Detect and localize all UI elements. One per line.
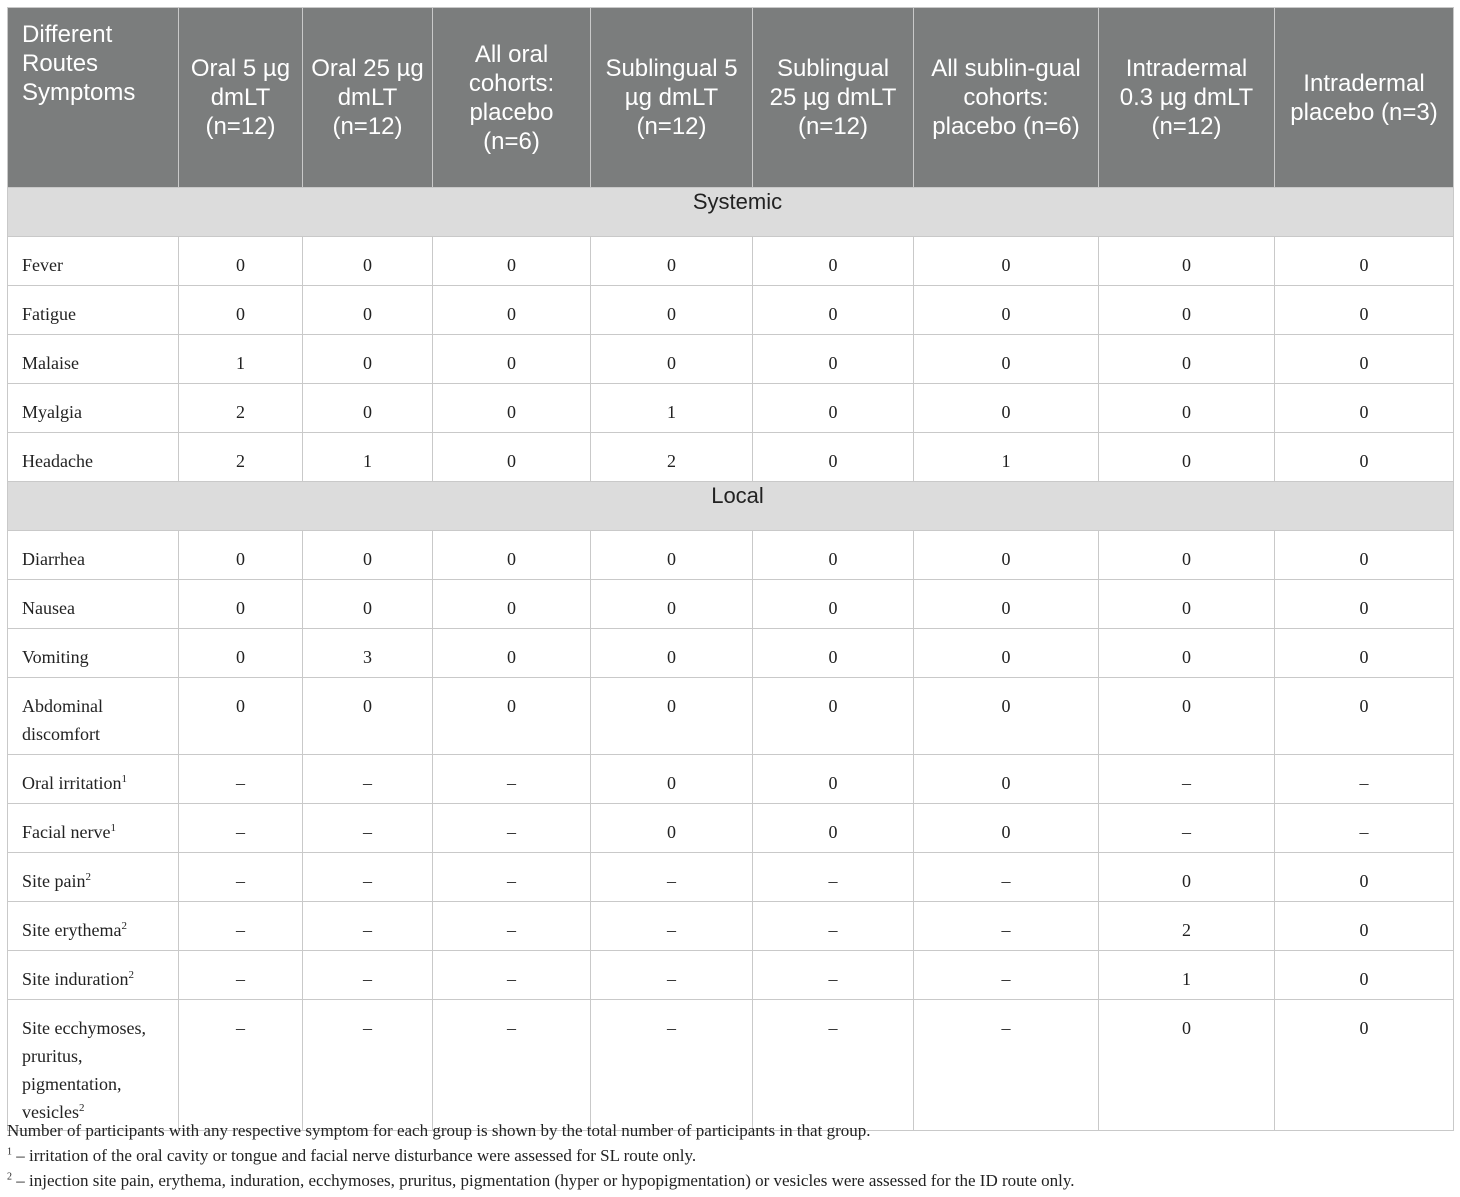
value-cell: – — [303, 755, 433, 804]
value-cell: – — [914, 951, 1099, 1000]
symptom-label-text: Diarrhea — [22, 549, 85, 569]
value-cell: 0 — [303, 580, 433, 629]
value-cell: – — [753, 902, 914, 951]
value-cell: – — [753, 1000, 914, 1131]
value-cell: 0 — [591, 335, 753, 384]
section-row-local — [8, 482, 1454, 531]
value-cell: 0 — [591, 755, 753, 804]
value-cell: – — [753, 951, 914, 1000]
value-cell: 0 — [753, 237, 914, 286]
value-cell: 0 — [914, 384, 1099, 433]
value-cell: 0 — [591, 286, 753, 335]
value-cell: 0 — [303, 335, 433, 384]
value-cell: 0 — [433, 237, 591, 286]
value-cell: 0 — [433, 580, 591, 629]
value-cell: 1 — [179, 335, 303, 384]
value-cell: 0 — [591, 678, 753, 755]
table-row — [8, 1000, 1454, 1131]
value-cell: – — [1099, 755, 1275, 804]
value-cell: – — [1275, 804, 1454, 853]
value-cell: – — [591, 853, 753, 902]
table-row — [8, 902, 1454, 951]
value-cell: – — [914, 1000, 1099, 1131]
value-cell: 0 — [914, 629, 1099, 678]
value-cell: 0 — [914, 580, 1099, 629]
footnotes — [7, 1118, 1453, 1193]
value-cell: 1 — [1099, 951, 1275, 1000]
value-cell: – — [303, 804, 433, 853]
value-cell: 0 — [753, 580, 914, 629]
table-row — [8, 804, 1454, 853]
value-cell: 0 — [914, 286, 1099, 335]
value-cell: – — [1099, 804, 1275, 853]
header-sublingual-25: Sublingual 25 µg dmLT (n=12) — [753, 8, 914, 188]
symptom-label-text: Headache — [22, 451, 93, 471]
footnote-1-text: – irritation of the oral cavity or tongue and facial nerve disturbance were assessed for SL route only. — [12, 1146, 697, 1165]
value-cell: 1 — [303, 433, 433, 482]
value-cell: 0 — [303, 286, 433, 335]
value-cell: 0 — [1275, 237, 1454, 286]
symptom-label — [8, 580, 179, 629]
value-cell: – — [433, 1000, 591, 1131]
value-cell: 0 — [1275, 629, 1454, 678]
value-cell: 0 — [179, 580, 303, 629]
value-cell: – — [433, 853, 591, 902]
value-cell: 0 — [179, 237, 303, 286]
value-cell: 0 — [591, 531, 753, 580]
header-row — [8, 8, 1454, 188]
value-cell: 0 — [433, 531, 591, 580]
symptom-label — [8, 804, 179, 853]
table-row — [8, 433, 1454, 482]
value-cell: 0 — [753, 804, 914, 853]
value-cell: 0 — [433, 629, 591, 678]
symptom-label-text: Fever — [22, 255, 63, 275]
table-row — [8, 853, 1454, 902]
symptom-label-text: Site induration — [22, 969, 129, 989]
value-cell: – — [433, 902, 591, 951]
value-cell: 2 — [591, 433, 753, 482]
footnote-mark: 2 — [121, 920, 127, 932]
value-cell: 0 — [303, 384, 433, 433]
value-cell: 0 — [1275, 678, 1454, 755]
table-row — [8, 384, 1454, 433]
value-cell: – — [303, 951, 433, 1000]
footnote-2-text: – injection site pain, erythema, induration, ecchymoses, pruritus, pigmentation (hyper or hypopigmentation) or vesicles were assessed for the ID route only. — [12, 1171, 1075, 1190]
value-cell: – — [179, 902, 303, 951]
value-cell: – — [433, 951, 591, 1000]
value-cell: 0 — [753, 433, 914, 482]
symptom-label-text: Site ecchymoses, pruritus, pigmentation, vesicles — [22, 1018, 146, 1122]
symptom-label — [8, 433, 179, 482]
symptoms-table — [7, 7, 1454, 1131]
value-cell: 0 — [591, 804, 753, 853]
footnote-mark: 2 — [85, 871, 91, 883]
value-cell: 0 — [433, 286, 591, 335]
symptom-label — [8, 629, 179, 678]
value-cell: – — [1275, 755, 1454, 804]
header-intradermal-03: Intradermal 0.3 µg dmLT (n=12) — [1099, 8, 1275, 188]
value-cell: 0 — [914, 804, 1099, 853]
header-oral-placebo: All oral cohorts: placebo (n=6) — [433, 8, 591, 188]
value-cell: 2 — [1099, 902, 1275, 951]
symptom-label — [8, 531, 179, 580]
value-cell: – — [591, 902, 753, 951]
value-cell: 0 — [179, 678, 303, 755]
value-cell: 0 — [591, 629, 753, 678]
value-cell: 0 — [591, 237, 753, 286]
section-row-systemic — [8, 188, 1454, 237]
value-cell: 2 — [179, 384, 303, 433]
table-body — [8, 188, 1454, 1131]
symptom-label — [8, 384, 179, 433]
header-oral-5: Oral 5 µg dmLT (n=12) — [179, 8, 303, 188]
value-cell: 0 — [1275, 951, 1454, 1000]
symptom-label-text: Site pain — [22, 871, 86, 891]
header-sublingual-placebo: All sublin-gual cohorts: placebo (n=6) — [914, 8, 1099, 188]
value-cell: 3 — [303, 629, 433, 678]
value-cell: 0 — [1099, 1000, 1275, 1131]
value-cell: 0 — [1275, 902, 1454, 951]
value-cell: – — [303, 902, 433, 951]
value-cell: – — [433, 804, 591, 853]
value-cell: – — [433, 755, 591, 804]
table-row — [8, 755, 1454, 804]
value-cell: 0 — [179, 286, 303, 335]
value-cell: 0 — [1275, 853, 1454, 902]
value-cell: 0 — [753, 629, 914, 678]
value-cell: 0 — [1099, 629, 1275, 678]
table-container — [7, 7, 1453, 1131]
value-cell: 0 — [1099, 531, 1275, 580]
value-cell: 0 — [753, 678, 914, 755]
value-cell: 0 — [1275, 531, 1454, 580]
value-cell: 0 — [914, 755, 1099, 804]
symptom-label — [8, 1000, 179, 1131]
section-label-local: Local — [8, 482, 1454, 531]
table-row — [8, 580, 1454, 629]
value-cell: 0 — [1099, 853, 1275, 902]
value-cell: 0 — [914, 237, 1099, 286]
value-cell: 0 — [433, 678, 591, 755]
value-cell: – — [914, 902, 1099, 951]
footnote-main: Number of participants with any respective symptom for each group is shown by the total number of participants in that group. — [7, 1121, 871, 1140]
value-cell: 0 — [1099, 580, 1275, 629]
symptom-label-text: Nausea — [22, 598, 75, 618]
symptom-label — [8, 237, 179, 286]
value-cell: – — [179, 951, 303, 1000]
value-cell: 0 — [1275, 286, 1454, 335]
header-intradermal-placebo: Intradermal placebo (n=3) — [1275, 8, 1454, 188]
table-row — [8, 335, 1454, 384]
table-row — [8, 531, 1454, 580]
value-cell: 0 — [1275, 580, 1454, 629]
footnote-mark: 2 — [78, 1102, 85, 1114]
header-route-symptoms: Different Routes Symptoms — [8, 8, 179, 188]
table-row — [8, 678, 1454, 755]
value-cell: 0 — [1275, 384, 1454, 433]
value-cell: – — [303, 1000, 433, 1131]
value-cell: – — [591, 1000, 753, 1131]
footnote-2-mark: 2 — [7, 1171, 12, 1183]
value-cell: 0 — [753, 531, 914, 580]
table-row — [8, 951, 1454, 1000]
symptom-label-text: Abdominal discomfort — [22, 696, 103, 744]
footnote-1 — [7, 1143, 1453, 1168]
value-cell: 0 — [303, 237, 433, 286]
symptom-label — [8, 902, 179, 951]
value-cell: 0 — [1099, 335, 1275, 384]
value-cell: 0 — [179, 629, 303, 678]
symptom-label-text: Oral irritation — [22, 773, 122, 793]
value-cell: 0 — [1099, 286, 1275, 335]
value-cell: – — [179, 755, 303, 804]
value-cell: 0 — [303, 678, 433, 755]
symptom-label — [8, 335, 179, 384]
table-row — [8, 286, 1454, 335]
symptom-label-text: Facial nerve — [22, 822, 111, 842]
symptom-label-text: Fatigue — [22, 304, 76, 324]
value-cell: 0 — [1275, 1000, 1454, 1131]
value-cell: – — [753, 853, 914, 902]
table-row — [8, 629, 1454, 678]
value-cell: 0 — [753, 384, 914, 433]
header-oral-25: Oral 25 µg dmLT (n=12) — [303, 8, 433, 188]
footnote-mark: 1 — [121, 773, 127, 785]
value-cell: 0 — [1099, 433, 1275, 482]
value-cell: 0 — [1275, 433, 1454, 482]
value-cell: – — [179, 853, 303, 902]
footnote-2 — [7, 1168, 1453, 1193]
value-cell: 0 — [433, 433, 591, 482]
section-label-systemic: Systemic — [8, 188, 1454, 237]
value-cell: 0 — [753, 755, 914, 804]
value-cell: 0 — [753, 286, 914, 335]
symptom-label-text: Malaise — [22, 353, 79, 373]
value-cell: 0 — [1099, 678, 1275, 755]
value-cell: 0 — [914, 531, 1099, 580]
symptom-label — [8, 286, 179, 335]
symptom-label — [8, 678, 179, 755]
symptom-label-text: Site erythema — [22, 920, 122, 940]
value-cell: 0 — [1275, 335, 1454, 384]
header-sublingual-5: Sublingual 5 µg dmLT (n=12) — [591, 8, 753, 188]
table-row — [8, 237, 1454, 286]
symptom-label — [8, 755, 179, 804]
symptom-label — [8, 951, 179, 1000]
symptom-label-text: Myalgia — [22, 402, 82, 422]
value-cell: – — [303, 853, 433, 902]
value-cell: 0 — [1099, 237, 1275, 286]
value-cell: 0 — [303, 531, 433, 580]
value-cell: 0 — [433, 335, 591, 384]
value-cell: 0 — [179, 531, 303, 580]
value-cell: 2 — [179, 433, 303, 482]
symptom-label-text: Vomiting — [22, 647, 89, 667]
footnote-mark: 1 — [110, 822, 116, 834]
value-cell: – — [591, 951, 753, 1000]
footnote-mark: 2 — [128, 969, 134, 981]
value-cell: 0 — [914, 678, 1099, 755]
value-cell: – — [914, 853, 1099, 902]
value-cell: 0 — [753, 335, 914, 384]
value-cell: 0 — [591, 580, 753, 629]
symptom-label — [8, 853, 179, 902]
value-cell: – — [179, 804, 303, 853]
value-cell: 1 — [591, 384, 753, 433]
value-cell: – — [179, 1000, 303, 1131]
value-cell: 0 — [433, 384, 591, 433]
value-cell: 1 — [914, 433, 1099, 482]
footnote-1-mark: 1 — [7, 1146, 12, 1158]
value-cell: 0 — [914, 335, 1099, 384]
value-cell: 0 — [1099, 384, 1275, 433]
